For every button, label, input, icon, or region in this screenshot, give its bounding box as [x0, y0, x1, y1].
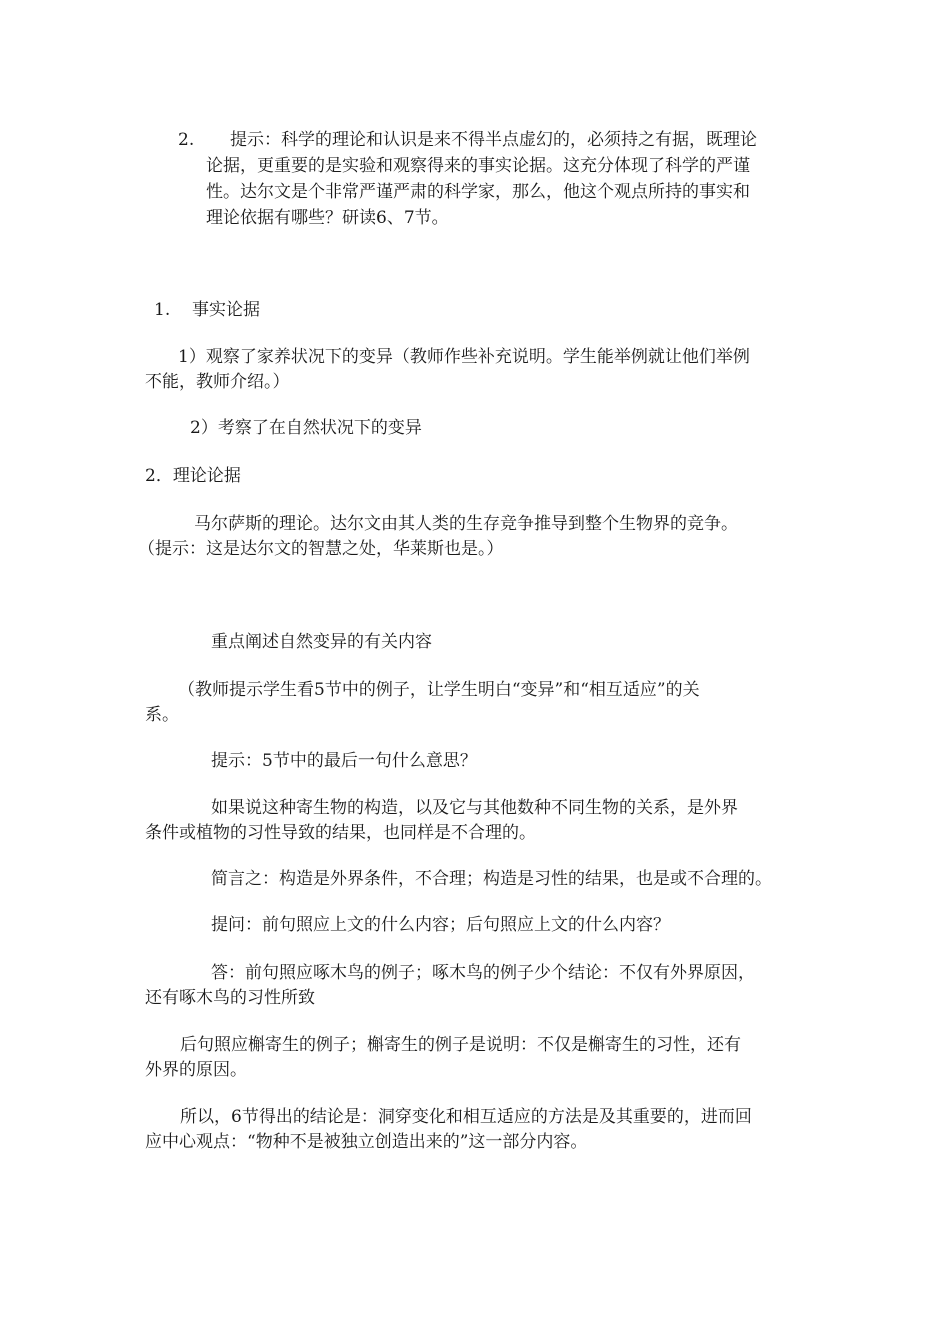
p6-line-2: 还有啄木鸟的习性所致 — [145, 988, 315, 1008]
fact-heading-number: 1. — [154, 300, 171, 320]
item2-number: 2. — [178, 130, 195, 150]
p6-line-1: 答：前句照应啄木鸟的例子；啄木鸟的例子少个结论：不仅有外界原因， — [211, 963, 755, 983]
theory-line-2: （提示：这是达尔文的智慧之处，华莱斯也是。） — [138, 539, 504, 559]
fact-1-line-2: 不能，教师介绍。） — [145, 372, 290, 392]
p5: 提问：前句照应上文的什么内容；后句照应上文的什么内容？ — [211, 915, 670, 935]
p1-line-2: 系。 — [145, 705, 179, 725]
p3-line-1: 如果说这种寄生物的构造，以及它与其他数种不同生物的关系，是外界 — [211, 798, 738, 818]
item2-line-2: 论据，更重要的是实验和观察得来的事实论据。这充分体现了科学的严谨 — [206, 156, 750, 176]
p2: 提示：5节中的最后一句什么意思？ — [211, 751, 477, 771]
item2-line-3: 性。达尔文是个非常严谨严肃的科学家，那么，他这个观点所持的事实和 — [206, 182, 750, 202]
p3-line-2: 条件或植物的习性导致的结果，也同样是不合理的。 — [145, 823, 536, 843]
p8-line-1: 所以，6节得出的结论是：洞穿变化和相互适应的方法是及其重要的，进而回 — [180, 1107, 752, 1127]
p4: 简言之：构造是外界条件，不合理；构造是习性的结果，也是或不合理的。 — [211, 869, 772, 889]
item2-line-4: 理论依据有哪些？研读6、7节。 — [206, 208, 449, 228]
theory-line-1: 马尔萨斯的理论。达尔文由其人类的生存竞争推导到整个生物界的竞争。 — [194, 514, 738, 534]
p7-line-2: 外界的原因。 — [145, 1060, 247, 1080]
p1-line-1: （教师提示学生看5节中的例子，让学生明白“变异”和“相互适应”的关 — [178, 680, 700, 700]
p7-line-1: 后句照应槲寄生的例子；槲寄生的例子是说明：不仅是槲寄生的习性，还有 — [180, 1035, 741, 1055]
theory-heading: 2．理论论据 — [145, 466, 241, 486]
fact-1-line-1: 1）观察了家养状况下的变异（教师作些补充说明。学生能举例就让他们举例 — [178, 347, 750, 367]
fact-heading: 事实论据 — [192, 300, 260, 320]
p8-line-2: 应中心观点：“物种不是被独立创造出来的”这一部分内容。 — [145, 1132, 588, 1152]
item2-line-1: 提示：科学的理论和认识是来不得半点虚幻的，必须持之有据，既理论 — [230, 130, 757, 150]
fact-2: 2）考察了在自然状况下的变异 — [190, 418, 422, 438]
focus-heading: 重点阐述自然变异的有关内容 — [211, 632, 432, 652]
